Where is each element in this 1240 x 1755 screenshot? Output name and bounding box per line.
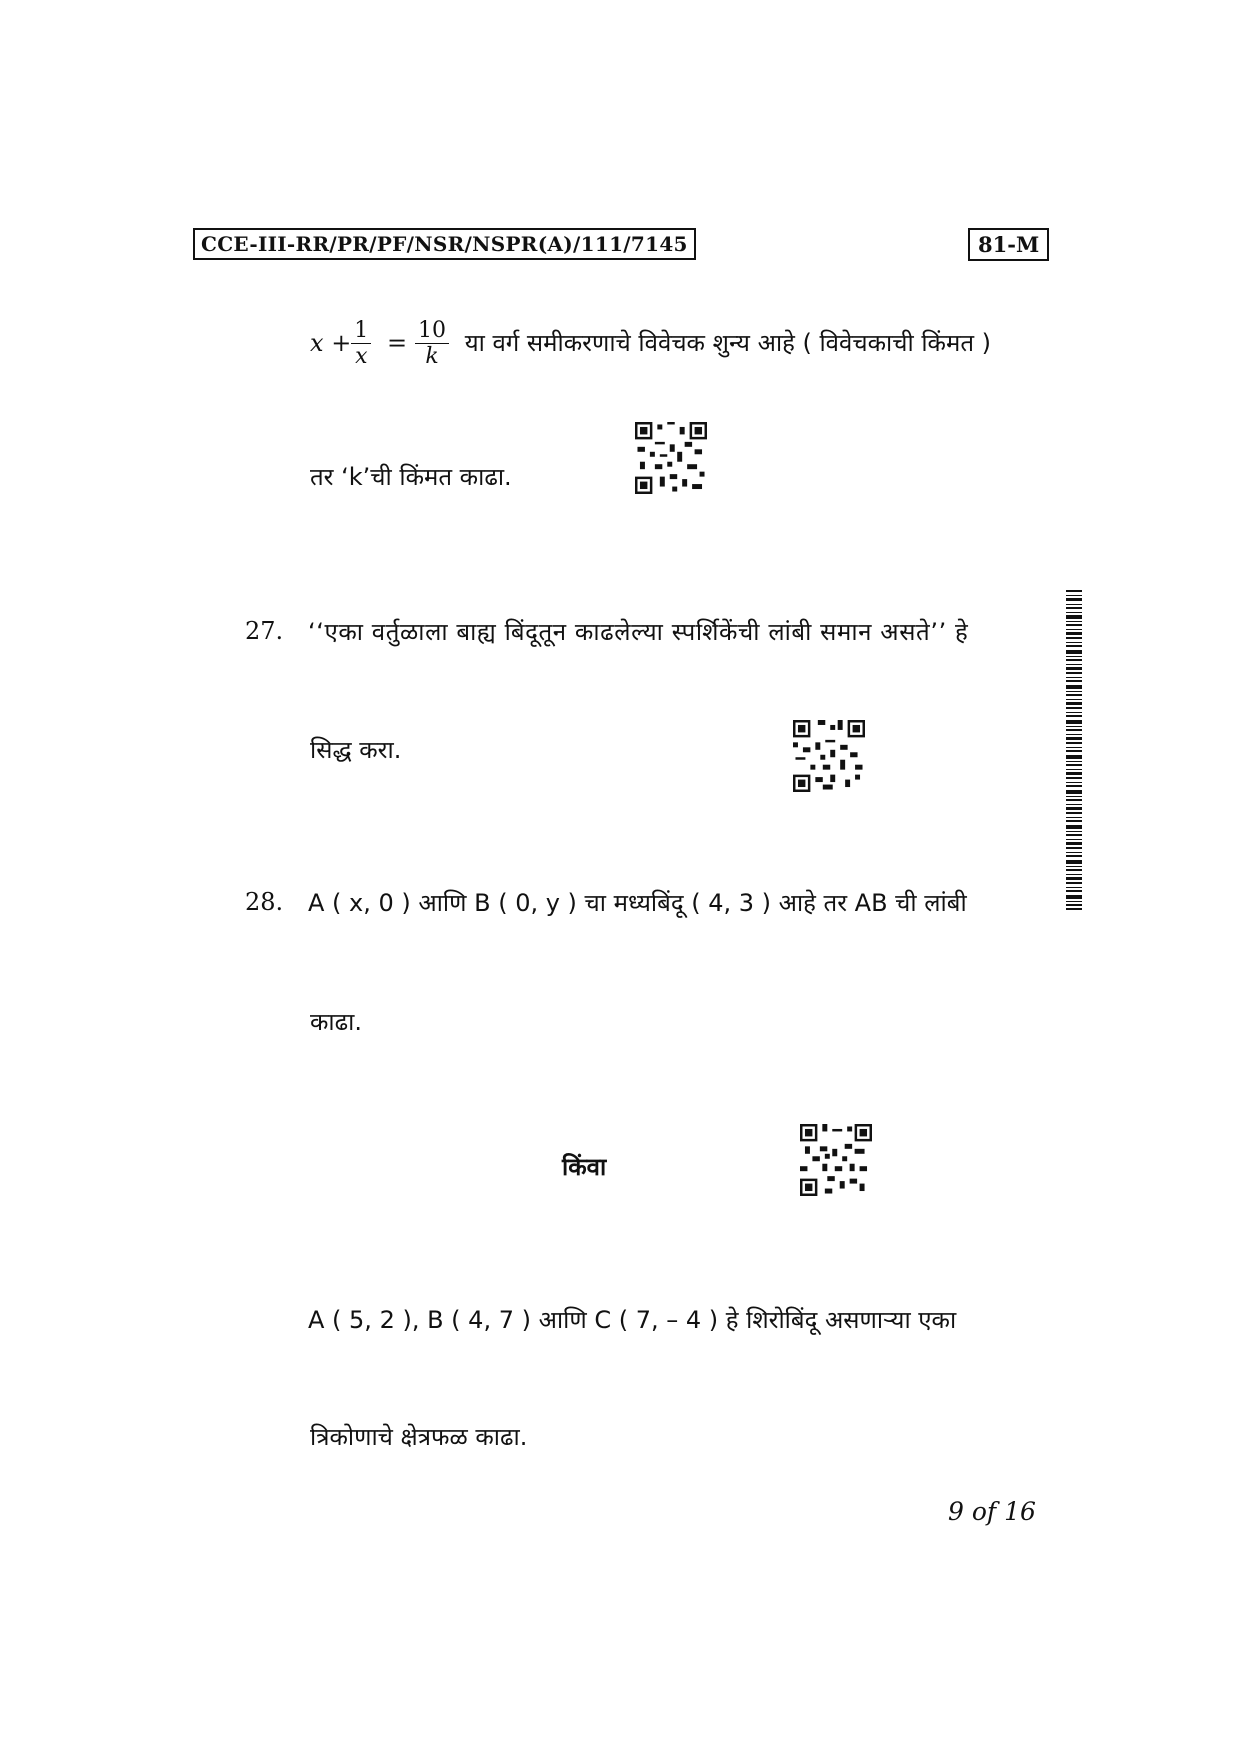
eq-frac1-denominator: x bbox=[355, 344, 368, 370]
q28-line2: काढा. bbox=[310, 1008, 363, 1036]
qr-code-icon bbox=[793, 720, 865, 792]
q26-line2: तर ‘k’ची किंमत काढा. bbox=[310, 463, 512, 491]
qr-code-icon bbox=[800, 1124, 872, 1196]
eq-plus: + bbox=[331, 328, 352, 357]
q28-line1: A ( x, 0 ) आणि B ( 0, y ) चा मध्यबिंदू ( 4, 3 ) आहे तर AB ची लांबी bbox=[308, 889, 967, 917]
eq-x: x bbox=[310, 328, 324, 357]
eq-frac2-denominator: k bbox=[425, 344, 439, 370]
page-number: 9 of 16 bbox=[948, 1497, 1036, 1526]
paper-code: CCE-III-RR/PR/PF/NSR/NSPR(A)/111/7145 bbox=[193, 228, 696, 260]
eq-frac2-numerator: 10 bbox=[415, 318, 449, 344]
q26-line1-text: या वर्ग समीकरणाचे विवेचक शुन्य आहे ( विवेचकाची किंमत ) bbox=[464, 328, 992, 357]
q27-number: 27. bbox=[245, 617, 284, 645]
q27-line1: ‘‘एका वर्तुळाला बाह्य बिंदूतून काढलेल्या स्पर्शिकेंची लांबी समान असते’’ हे bbox=[308, 618, 969, 646]
paper-id: 81-M bbox=[968, 228, 1049, 261]
q28-alt-line1: A ( 5, 2 ), B ( 4, 7 ) आणि C ( 7, – 4 ) हे शिरोबिंदू असणाऱ्या एका bbox=[308, 1306, 957, 1334]
q26-equation-line bbox=[310, 318, 991, 370]
eq-fraction-2 bbox=[415, 318, 449, 370]
qr-code-icon bbox=[635, 422, 707, 494]
eq-fraction-1 bbox=[351, 318, 371, 370]
q28-number: 28. bbox=[245, 888, 284, 916]
or-label: किंवा bbox=[562, 1153, 607, 1181]
barcode-icon bbox=[1066, 590, 1082, 910]
q27-line2: सिद्ध करा. bbox=[310, 736, 402, 764]
eq-equals: = bbox=[386, 328, 408, 357]
eq-frac1-numerator: 1 bbox=[351, 318, 371, 344]
q28-alt-line2: त्रिकोणाचे क्षेत्रफळ काढा. bbox=[310, 1423, 528, 1451]
